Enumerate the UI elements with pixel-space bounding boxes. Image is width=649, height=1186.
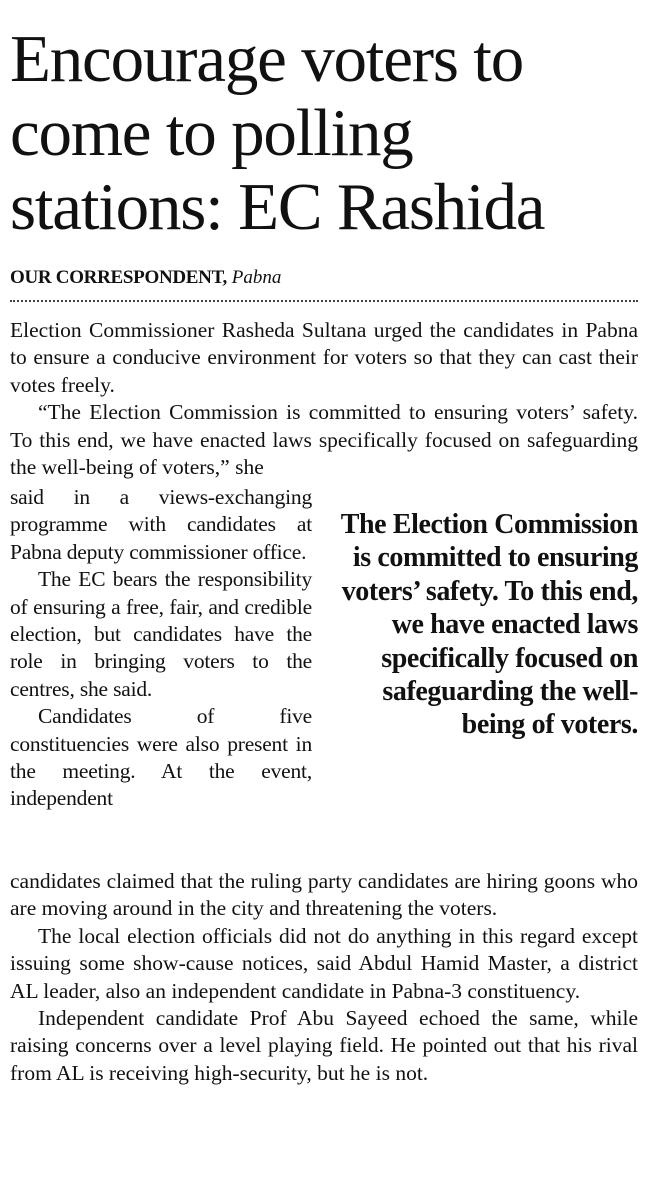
paragraph: Candidates of five constituencies were also present in the meeting. At the event, independent [10, 704, 312, 811]
byline [10, 267, 281, 289]
body-intro [10, 317, 638, 481]
dotted-divider [10, 300, 638, 302]
paragraph: said in a views-exchanging programme with candidates at Pabna deputy commissioner office. [10, 485, 312, 564]
body-column [10, 484, 312, 813]
byline-location: Pabna [231, 267, 282, 288]
paragraph: “The Election Commission is committed to ensuring voters’ safety. To this end, we have enacted laws specifically focused on safeguarding the well-being of voters,” she [10, 400, 638, 480]
paragraph: Independent candidate Prof Abu Sayeed echoed the same, while raising concerns over a level playing field. He pointed out that his rival from AL is receiving high-security, but he is not. [10, 1006, 638, 1085]
paragraph: The local election officials did not do anything in this regard except issuing some show-cause notices, said Abdul Hamid Master, a district AL leader, also an independent candidate in Pabna-3 constituency. [10, 923, 638, 1003]
body-continued [10, 868, 638, 1087]
headline: Encourage voters to come to polling stations: EC Rashida [10, 22, 545, 244]
byline-author: OUR CORRESPONDENT, [10, 267, 227, 288]
pull-quote: The Election Commission is committed to ensuring voters’ safety. To this end, we have enacted laws specifically focused on safeguarding the well-being of voters. [340, 509, 638, 741]
paragraph: The EC bears the responsibility of ensuring a free, fair, and credible election, but candidates have the role in bringing voters to the centres, she said. [10, 567, 312, 701]
paragraph: candidates claimed that the ruling party candidates are hiring goons who are moving around in the city and threatening the voters. [10, 869, 638, 921]
paragraph: Election Commissioner Rasheda Sultana urged the candidates in Pabna to ensure a conducive environment for voters so that they can cast their votes freely. [10, 318, 638, 397]
